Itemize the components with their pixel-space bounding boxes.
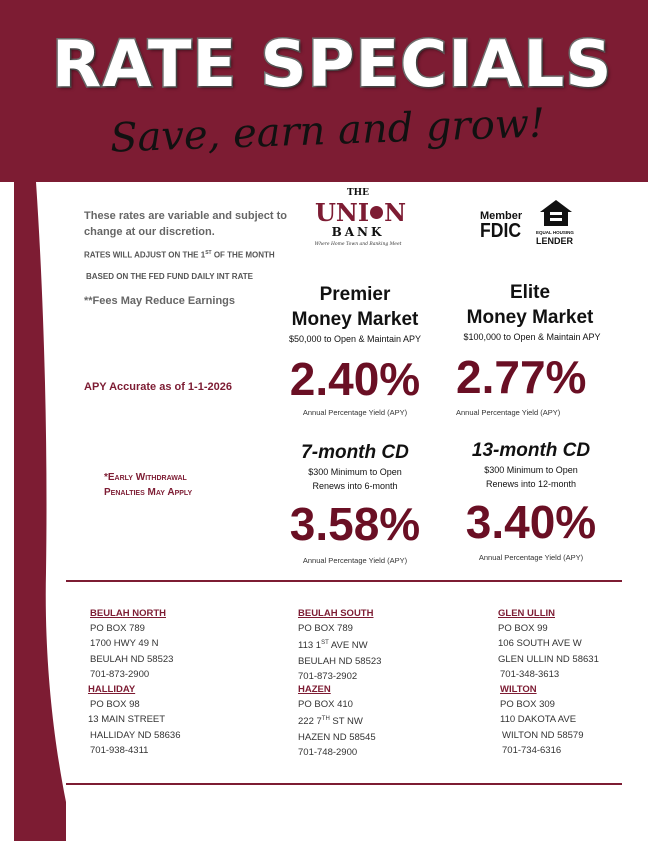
branch-city: WILTON ND 58579	[502, 729, 584, 741]
branch-phone: 701-938-4311	[90, 744, 149, 756]
branch-street: 222 7TH ST NW	[298, 716, 363, 728]
divider-top	[66, 580, 622, 582]
logo-the-text: THE	[346, 188, 370, 198]
branch-phone: 701-873-2902	[298, 670, 358, 682]
product-detail: $50,000 to Open & Maintain APY	[288, 334, 422, 344]
product-detail-1: $300 Minimum to Open	[308, 467, 402, 477]
branch-phone: 701-873-2900	[90, 668, 150, 680]
branch-city: GLEN ULLIN ND 58631	[498, 653, 599, 665]
product-detail-1: $300 Minimum to Open	[484, 465, 578, 475]
apy-accurate-note: APY Accurate as of 1-1-2026	[84, 381, 232, 393]
branch-street: 1700 HWY 49 N	[90, 638, 159, 650]
product-apy-label: Annual Percentage Yield (APY)	[478, 553, 584, 562]
product-title: 7-month CD	[301, 442, 409, 463]
branch-name: BEULAH SOUTH	[298, 608, 374, 619]
ehl-line1: EQUAL HOUSING	[536, 230, 574, 235]
branch-po-box: PO BOX 98	[90, 699, 140, 711]
branch-name: BEULAH NORTH	[90, 608, 166, 619]
early-withdrawal-line1: *Early Withdrawal	[104, 472, 187, 483]
branch-beulah-north	[90, 606, 173, 682]
equal-housing-icon	[538, 198, 574, 228]
rate-adjust-note-1: RATES WILL ADJUST ON THE 1ST OF THE MONTH	[84, 250, 275, 260]
branch-name: GLEN ULLIN	[498, 608, 555, 619]
product-rate: 3.40%	[465, 496, 597, 548]
product-rate: 2.40%	[289, 353, 421, 405]
variable-rate-note: These rates are variable and subject to change at our discretion.	[84, 210, 287, 238]
product-apy-label: Annual Percentage Yield (APY)	[302, 408, 408, 417]
fees-note: **Fees May Reduce Earnings	[84, 295, 236, 307]
logo-tagline: Where Home Town and Banking Meet	[314, 242, 402, 247]
side-decoration	[14, 182, 66, 841]
logo-ball-icon	[370, 206, 383, 219]
branch-city: BEULAH ND 58523	[90, 653, 174, 665]
branch-name: HAZEN	[298, 684, 331, 695]
branch-po-box: PO BOX 410	[298, 699, 353, 711]
product-rate: 2.77%	[456, 351, 587, 403]
ehl-line2: LENDER	[536, 236, 574, 246]
branch-name: WILTON	[500, 684, 537, 695]
branch-phone: 701-348-3613	[500, 668, 560, 680]
divider-bottom	[66, 783, 622, 785]
branch-glen-ullin	[498, 606, 599, 682]
branch-phone: 701-734-6316	[502, 744, 562, 756]
branch-halliday	[88, 682, 180, 758]
branch-beulah-south	[298, 606, 381, 684]
product-detail: $100,000 to Open & Maintain APY	[463, 332, 601, 342]
branch-street: 13 MAIN STREET	[88, 714, 166, 726]
tagline: Save, earn and grow!	[109, 100, 546, 162]
union-bank-logo	[312, 188, 407, 252]
branch-city: BEULAH ND 58523	[298, 655, 382, 667]
branch-street: 106 SOUTH AVE W	[498, 638, 582, 650]
branch-po-box: PO BOX 99	[498, 623, 548, 635]
branch-po-box: PO BOX 309	[500, 699, 555, 711]
product-title: 13-month CD	[471, 440, 591, 461]
fdic-ehl-logo	[478, 198, 578, 248]
rate-adjust-note-2: BASED ON THE FED FUND DAILY INT RATE	[86, 272, 253, 281]
product-title-line2: Money Market	[291, 309, 419, 330]
product-apy-label: Annual Percentage Yield (APY)	[456, 408, 561, 417]
branch-street: 113 1ST AVE NW	[298, 640, 368, 652]
page-title: RATE SPECIALS	[52, 28, 613, 102]
branch-name: HALLIDAY	[88, 684, 136, 695]
early-withdrawal-note	[104, 470, 192, 500]
branch-phone: 701-748-2900	[298, 746, 358, 758]
product-apy-label: Annual Percentage Yield (APY)	[302, 556, 408, 565]
product-detail-2: Renews into 6-month	[312, 481, 398, 491]
branch-po-box: PO BOX 789	[90, 623, 145, 635]
branch-street: 110 DAKOTA AVE	[500, 714, 577, 726]
product-title-line1: Premier	[319, 284, 391, 305]
branch-po-box: PO BOX 789	[298, 623, 353, 635]
logo-bank-text: BANK	[331, 225, 385, 239]
product-detail-2: Renews into 12-month	[485, 479, 577, 489]
logo-union-word: UNI N	[315, 198, 407, 227]
branch-city: HAZEN ND 58545	[298, 731, 376, 743]
branch-city: HALLIDAY ND 58636	[90, 729, 181, 741]
product-title-line2: Money Market	[466, 307, 594, 328]
early-withdrawal-line2: Penalties May Apply	[104, 487, 193, 498]
fdic-member-text: Member	[480, 210, 523, 222]
branch-wilton	[500, 682, 583, 758]
fdic-text: FDIC	[480, 220, 522, 242]
branch-hazen	[298, 682, 376, 760]
product-title-line1: Elite	[509, 282, 551, 303]
product-rate: 3.58%	[289, 498, 421, 550]
